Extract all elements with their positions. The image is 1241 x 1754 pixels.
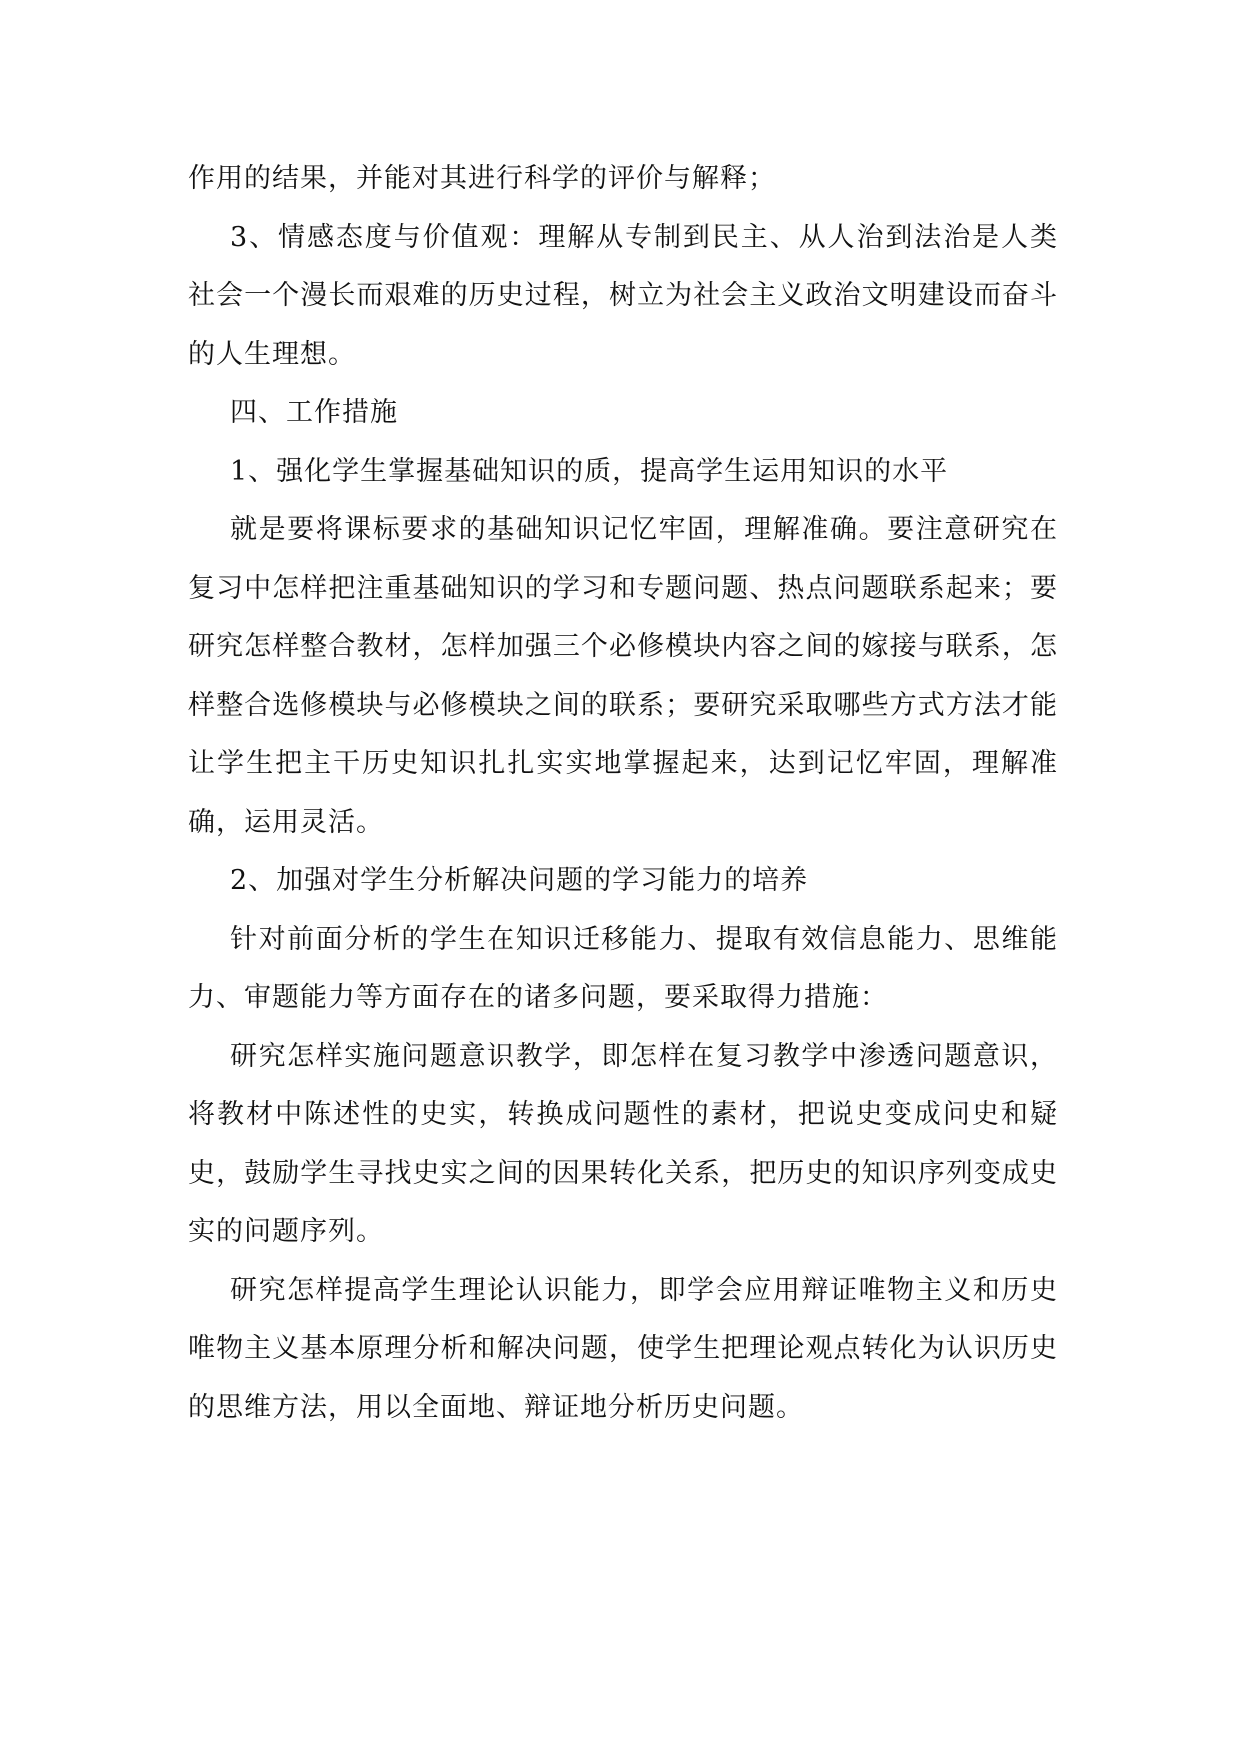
paragraph-problem-awareness-teaching: 研究怎样实施问题意识教学，即怎样在复习教学中渗透问题意识，将教材中陈述性的史实，转换成问题性的素材，把说史变成问史和疑史，鼓励学生寻找史实之间的因果转化关系，把历史的知识序列变成史实的问题序列。 (188, 1040, 1058, 1247)
section-heading-work-measures: 四、工作措施 (230, 397, 398, 428)
paragraph-theoretical-ability: 研究怎样提高学生理论认识能力，即学会应用辩证唯物主义和历史唯物主义基本原理分析和解决问题，使学生把理论观点转化为认识历史的思维方法，用以全面地、辩证地分析历史问题。 (188, 1274, 1058, 1423)
document-body (188, 150, 1058, 1437)
paragraph-basic-knowledge: 就是要将课标要求的基础知识记忆牢固，理解准确。要注意研究在复习中怎样把注重基础知识的学习和专题问题、热点问题联系起来；要研究怎样整合教材，怎样加强三个必修模块内容之间的嫁接与联系，怎样整合选修模块与必修模块之间的联系；要研究采取哪些方式方法才能让学生把主干历史知识扎扎实实地掌握起来，达到记忆牢固，理解准确，运用灵活。 (188, 514, 1058, 838)
paragraph-continuation: 作用的结果，并能对其进行科学的评价与解释； (188, 163, 776, 194)
paragraph-targeted-measures: 针对前面分析的学生在知识迁移能力、提取有效信息能力、思维能力、审题能力等方面存在的诸多问题，要采取得力措施： (188, 923, 1058, 1013)
paragraph-emotion-attitude-values: 3、情感态度与价值观：理解从专制到民主、从人治到法治是人类社会一个漫长而艰难的历史过程，树立为社会主义政治文明建设而奋斗的人生理想。 (188, 221, 1058, 370)
subheading-strengthen-basic-knowledge: 1、强化学生掌握基础知识的质，提高学生运用知识的水平 (230, 455, 949, 487)
subheading-problem-solving-ability: 2、加强对学生分析解决问题的学习能力的培养 (230, 865, 809, 896)
